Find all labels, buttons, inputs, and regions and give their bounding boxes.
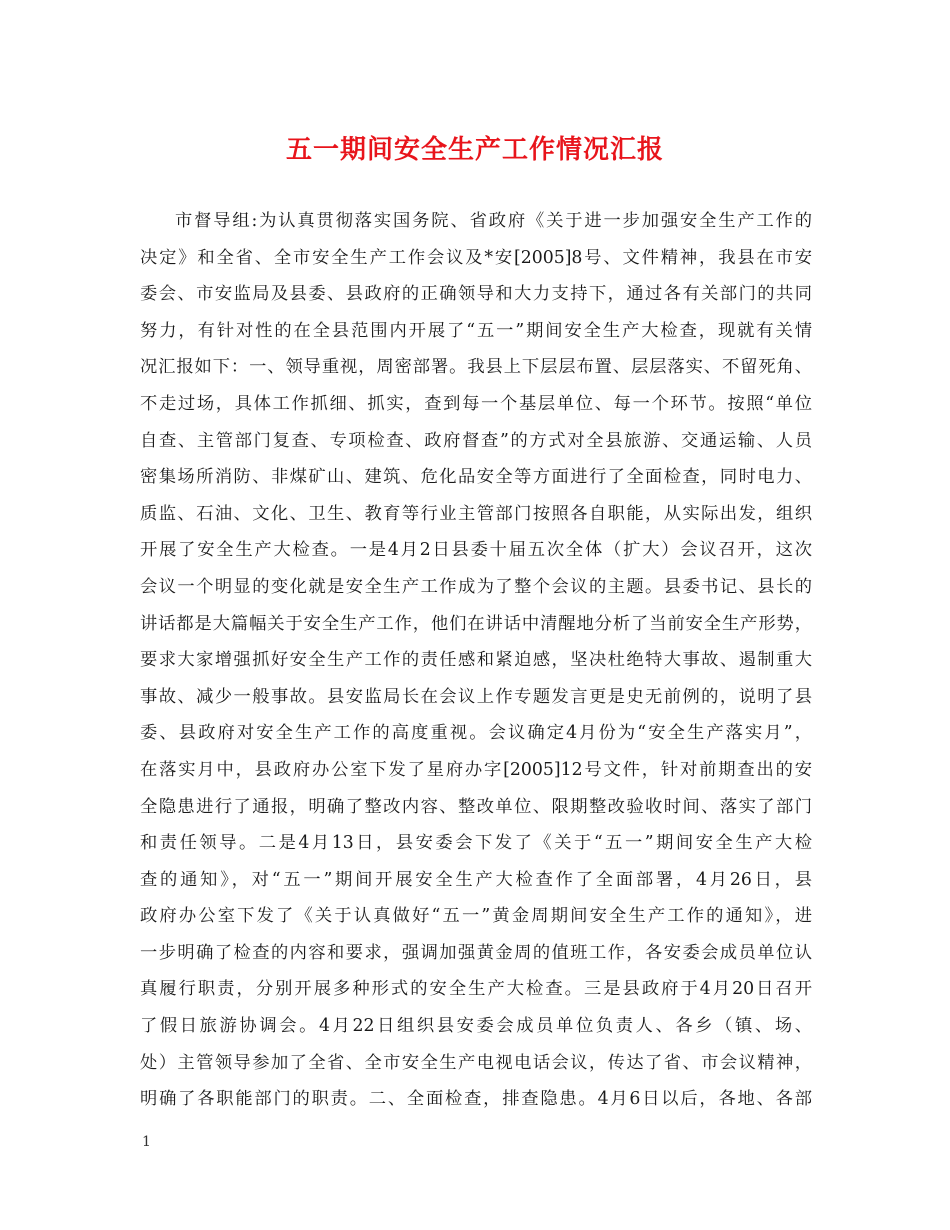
page-number: 1 bbox=[142, 1134, 151, 1150]
body-line: 政府办公室下发了《关于认真做好“五一”黄金周期间安全生产工作的通知》，进 bbox=[140, 906, 812, 927]
body-line: 查的通知》，对“五一”期间开展安全生产大检查作了全面部署，4月26日，县 bbox=[140, 869, 812, 890]
body-line: 自查、主管部门复查、专项检查、政府督查”的方式对全县旅游、交通运输、人员 bbox=[140, 430, 812, 451]
body-line: 要求大家增强抓好安全生产工作的责任感和紧迫感，坚决杜绝特大事故、遏制重大 bbox=[140, 650, 812, 671]
body-line: 和责任领导。二是4月13日，县安委会下发了《关于“五一”期间安全生产大检 bbox=[140, 833, 812, 854]
body-line: 处）主管领导参加了全省、全市安全生产电视电话会议，传达了省、市会议精神， bbox=[140, 1052, 812, 1073]
body-line: 不走过场，具体工作抓细、抓实，查到每一个基层单位、每一个环节。按照“单位 bbox=[140, 393, 812, 414]
body-line: 开展了安全生产大检查。一是4月2日县委十届五次全体（扩大）会议召开，这次 bbox=[140, 540, 812, 561]
body-line: 委、县政府对安全生产工作的高度重视。会议确定4月份为“安全生产落实月”， bbox=[140, 723, 812, 744]
body-line: 质监、石油、文化、卫生、教育等行业主管部门按照各自职能，从实际出发，组织 bbox=[140, 503, 812, 524]
document-title: 五一期间安全生产工作情况汇报 bbox=[285, 135, 664, 165]
body-line: 委会、市安监局及县委、县政府的正确领导和大力支持下，通过各有关部门的共同 bbox=[140, 284, 812, 305]
body-line: 况汇报如下：一、领导重视，周密部署。我县上下层层布置、层层落实、不留死角、 bbox=[140, 357, 812, 378]
body-line: 全隐患进行了通报，明确了整改内容、整改单位、限期整改验收时间、落实了部门 bbox=[140, 796, 812, 817]
body-line: 讲话都是大篇幅关于安全生产工作，他们在讲话中清醒地分析了当前安全生产形势， bbox=[140, 613, 812, 634]
body-line: 在落实月中，县政府办公室下发了星府办字[2005]12号文件，针对前期查出的安 bbox=[140, 759, 812, 780]
body-line: 真履行职责，分别开展多种形式的安全生产大检查。三是县政府于4月20日召开 bbox=[140, 979, 812, 1000]
body-line: 市督导组:为认真贯彻落实国务院、省政府《关于进一步加强安全生产工作的 bbox=[175, 211, 812, 231]
body-line: 决定》和全省、全市安全生产工作会议及*安[2005]8号、文件精神，我县在市安 bbox=[140, 247, 812, 268]
body-line: 努力，有针对性的在全县范围内开展了“五一”期间安全生产大检查，现就有关情 bbox=[140, 320, 812, 341]
body-line: 密集场所消防、非煤矿山、建筑、危化品安全等方面进行了全面检查，同时电力、 bbox=[140, 467, 812, 488]
body-line: 一步明确了检查的内容和要求，强调加强黄金周的值班工作，各安委会成员单位认 bbox=[140, 942, 812, 963]
body-line: 事故、减少一般事故。县安监局长在会议上作专题发言更是史无前例的，说明了县 bbox=[140, 686, 812, 707]
body-line: 明确了各职能部门的职责。二、全面检查，排查隐患。4月6日以后，各地、各部 bbox=[140, 1089, 812, 1110]
body-line: 了假日旅游协调会。4月22日组织县安委会成员单位负责人、各乡（镇、场、 bbox=[140, 1016, 812, 1037]
body-line: 会议一个明显的变化就是安全生产工作成为了整个会议的主题。县委书记、县长的 bbox=[140, 576, 812, 597]
document-body bbox=[140, 203, 812, 1118]
